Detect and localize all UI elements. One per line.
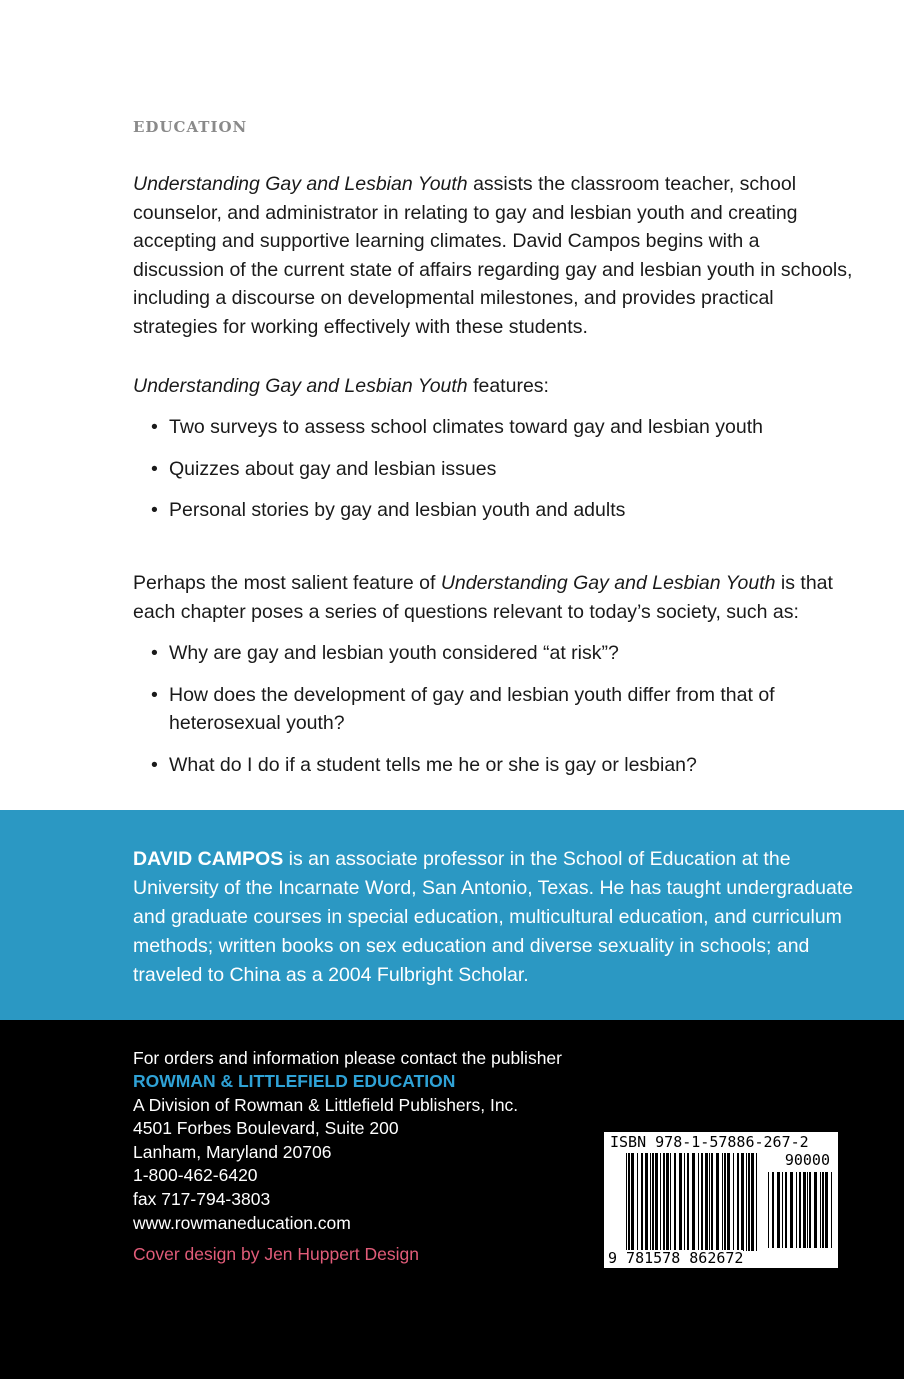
barcode-bar (768, 1172, 769, 1248)
feature-item: • Two surveys to assess school climates toward gay and lesbian youth (151, 413, 854, 442)
barcode-bar (803, 1172, 806, 1248)
question-item: • What do I do if a student tells me he or she is gay or lesbian? (151, 751, 854, 780)
barcode-bar (641, 1153, 643, 1251)
barcode-bar (701, 1153, 703, 1251)
publisher-name: ROWMAN & LITTLEFIELD EDUCATION (133, 1071, 456, 1092)
question-item: • How does the development of gay and lesbian youth differ from that of heterosexual youth? (151, 681, 854, 738)
feature-item: • Quizzes about gay and lesbian issues (151, 455, 854, 484)
barcode-bar (772, 1172, 774, 1248)
author-name: DAVID CAMPOS (133, 847, 284, 870)
barcode-bar (631, 1153, 634, 1251)
barcode-bar (799, 1172, 801, 1248)
barcode-bar (650, 1153, 651, 1251)
barcode-bar (727, 1153, 730, 1251)
barcode-bar (790, 1172, 793, 1248)
barcode-bars-addon (768, 1172, 834, 1248)
isbn-barcode (604, 1132, 838, 1268)
author-band (0, 810, 904, 1020)
salient-paragraph: Perhaps the most salient feature of Understanding Gay and Lesbian Youth is that each chapter poses a series of questions relevant to today’s society, such as: (133, 571, 833, 623)
barcode-number: 9 781578 862672 (608, 1248, 744, 1267)
publisher-division: A Division of Rowman & Littlefield Publishers, Inc. (133, 1094, 519, 1115)
barcode-bar (660, 1153, 661, 1251)
barcode-bars-main (626, 1153, 758, 1251)
phone: 1-800-462-6420 (133, 1165, 258, 1186)
barcode-bar (692, 1153, 695, 1251)
features-heading: Understanding Gay and Lesbian Youth features: (133, 374, 549, 397)
bullet-icon: • (151, 457, 158, 480)
bullet-icon: • (151, 683, 158, 706)
barcode-bar (733, 1153, 734, 1251)
barcode-bar (709, 1153, 710, 1251)
fax: fax 717-794-3803 (133, 1189, 271, 1210)
barcode-bar (724, 1153, 726, 1251)
question-item: • Why are gay and lesbian youth considered “at risk”? (151, 639, 854, 668)
barcode-bar (652, 1153, 654, 1251)
barcode-bar (751, 1153, 754, 1251)
barcode-bar (663, 1153, 665, 1251)
author-bio: DAVID CAMPOS is an associate professor in the School of Education at the University of the Incarnate Word, San Antonio, Texas. He has taught undergraduate and graduate courses in special education, multicultural education, and curriculum methods; written books on sex education and diverse sexuality in schools; and traveled to China as a 2004 Fulbright Scholar. (133, 847, 854, 986)
book-title: Understanding Gay and Lesbian Youth (133, 173, 468, 195)
barcode-bar (785, 1172, 787, 1248)
bullet-icon: • (151, 753, 158, 776)
address-line: Lanham, Maryland 20706 (133, 1141, 332, 1162)
barcode-bar (716, 1153, 719, 1251)
bullet-icon: • (151, 642, 158, 665)
barcode-bar (820, 1172, 821, 1248)
barcode-bar (637, 1153, 638, 1251)
contact-line: For orders and information please contact the publisher (133, 1047, 562, 1068)
barcode-bar (698, 1153, 699, 1251)
barcode-bar (782, 1172, 783, 1248)
barcode-bar (626, 1153, 627, 1251)
isbn-text: ISBN 978-1-57886-267-2 (610, 1132, 809, 1151)
barcode-bar (809, 1172, 811, 1248)
publisher-website: www.rowmaneducation.com (133, 1212, 351, 1233)
category-label: EDUCATION (133, 118, 248, 136)
barcode-bar (722, 1153, 723, 1251)
barcode-bar (687, 1153, 689, 1251)
barcode-bar (670, 1153, 671, 1251)
barcode-bar (628, 1153, 630, 1251)
barcode-bar (831, 1172, 832, 1248)
barcode-bar (655, 1153, 658, 1251)
barcode-bar (674, 1153, 676, 1251)
barcode-bar (746, 1153, 747, 1251)
barcode-bar (741, 1153, 744, 1251)
barcode-bar (645, 1153, 648, 1251)
barcode-bar (756, 1153, 757, 1251)
barcode-bar (684, 1153, 685, 1251)
barcode-bar (807, 1172, 808, 1248)
feature-item: • Personal stories by gay and lesbian youth and adults (151, 496, 854, 525)
barcode-bar (825, 1172, 828, 1248)
barcode-bar (814, 1172, 817, 1248)
barcode-bar (711, 1153, 713, 1251)
publisher-section (0, 1020, 904, 1379)
price-code: 90000 (784, 1150, 830, 1169)
barcode-bar (705, 1153, 708, 1251)
barcode-bar (777, 1172, 780, 1248)
intro-paragraph: Understanding Gay and Lesbian Youth assists the classroom teacher, school counselor, and administrator in relating to gay and lesbian youth and creating accepting and supportive learning climates. David Campos begins with a discussion of the current state of affairs regarding gay and lesbian youth in schools, including a discourse on developmental milestones, and provides practical strategies for working effectively with these students. (133, 173, 853, 338)
address-line: 4501 Forbes Boulevard, Suite 200 (133, 1118, 399, 1139)
barcode-bar (679, 1153, 682, 1251)
bullet-icon: • (151, 416, 158, 439)
barcode-bar (796, 1172, 797, 1248)
bullet-icon: • (151, 499, 158, 522)
barcode-bar (737, 1153, 739, 1251)
barcode-bar (822, 1172, 824, 1248)
cover-credit: Cover design by Jen Huppert Design (133, 1244, 419, 1265)
barcode-bar (748, 1153, 750, 1251)
barcode-bar (666, 1153, 669, 1251)
